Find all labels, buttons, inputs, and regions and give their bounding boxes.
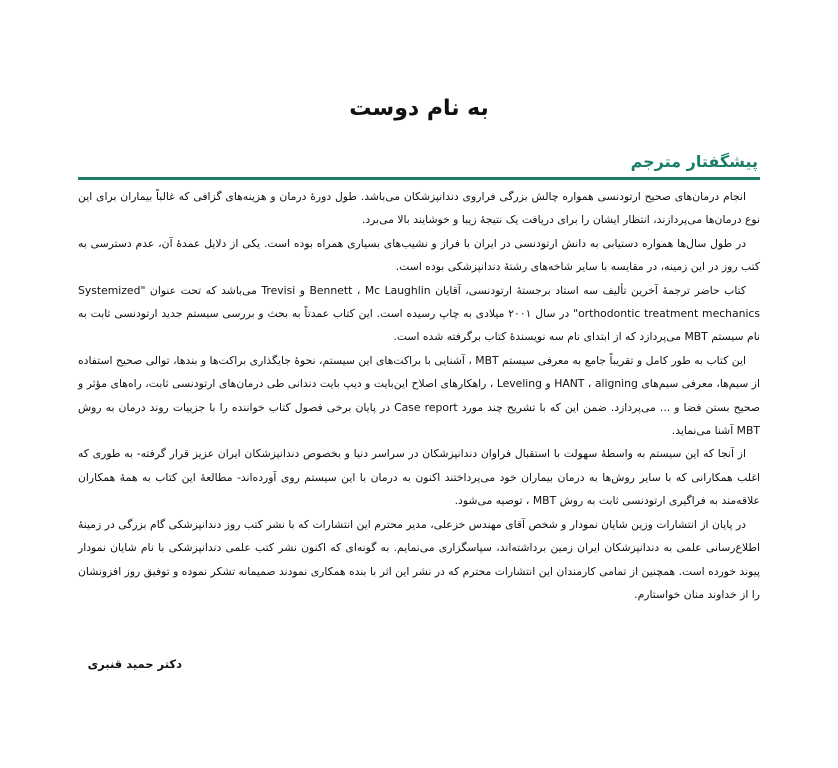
section-divider xyxy=(78,177,760,180)
preface-body xyxy=(78,185,760,606)
translator-signature: دکتر حمید قنبری xyxy=(87,657,182,671)
paragraph: در پایان از انتشارات وزین شایان نمودار و شخص آقای مهندس خزعلی، مدیر محترم این انتشارات که با نشر کتب روز دندانپزشکی گام بزرگی در زمینهٔ اطلاع‌رسانی علمی به دندانپزشکان ایران زمین برداشته‌اند، سپاسگزاری می‌نمایم. به گونه‌ای که اکنون نشر کتب علمی دندانپزشکی با نام شایان نمودار پیوند خورده است. همچنین از تمامی کارمندان این انتشارات محترم که در نشر این اثر با بنده همکاری نمودند صمیمانه تشکر نموده و توفیق روز افزونشان را از خداوند منان خواستارم. xyxy=(78,517,760,601)
paragraph: این کتاب به طور کامل و تقریباً جامع به معرفی سیستم MBT ، آشنایی با براکت‌های این سیستم، نحوهٔ جایگذاری براکت‌ها و بندها، توالی صحیح استفاده از سیم‌ها، معرفی سیم‌های HANT ، aligning و Leveling ، راهکارهای اصلاح این‌بایت و دیپ بایت دندانی طی درمان‌های ارتودنسی ثابت، راه‌های مؤثر و صحیح بستن فضا و ... می‌پردازد. ضمن این که با تشریح چند مورد Case report در پایان برخی فصول کتاب خواننده را با جزییات روند درمان به روش MBT آشنا می‌نماید. xyxy=(78,353,760,438)
section-heading: پیشگفتار مترجم xyxy=(630,152,758,171)
paragraph: کتاب حاضر ترجمهٔ آخرین تألیف سه استاد برجستهٔ ارتودنسی، آقایان Bennett ، Mc Laughlin و Trevisi می‌باشد که تحت عنوان "Systemized orthodontic treatment mechanics" در سال ۲۰۰۱ میلادی به چاپ رسیده است. این کتاب عمدتاً به بحث و بررسی سیستم جدید ارتودنسی ثابت به نام سیستم MBT می‌پردازد که از ابتدای نام سه نویسندهٔ کتاب برگرفته شده است. xyxy=(78,283,761,344)
paragraph: در طول سال‌ها همواره دستیابی به دانش ارتودنسی در ایران با فراز و نشیب‌های بسیاری همراه بوده است. یکی از دلایل عمدهٔ آن، عدم دسترسی به کتب روز در این زمینه، در مقایسه با سایر شاخه‌های رشتهٔ دندانپزشکی بوده است. xyxy=(78,236,760,274)
page-title: به نام دوست xyxy=(349,96,489,121)
paragraph: انجام درمان‌های صحیح ارتودنسی همواره چالش بزرگی فراروی دندانپزشکان می‌باشد. طول دورهٔ درمان و هزینه‌های گزافی که غالباً بیماران برای این نوع درمان‌ها می‌پردازند، انتظار ایشان را برای دریافت یک نتیجهٔ زیبا و خوشایند بالا می‌برد. xyxy=(78,190,760,227)
paragraph: از آنجا که این سیستم به واسطهٔ سهولت با استقبال فراوان دندانپزشکان در سراسر دنیا و بخصوص دندانپزشکان ایران عزیز قرار گرفته- به طوری که اغلب همکارانی که با سایر روش‌ها به درمان بیماران خود می‌پرداختند اکنون به درمان با این سیستم روی آورده‌اند- مطالعهٔ این کتاب به همهٔ همکاران علاقه‌مند به فراگیری ارتودنسی ثابت به روش MBT ، توصیه می‌شود. xyxy=(78,447,760,508)
